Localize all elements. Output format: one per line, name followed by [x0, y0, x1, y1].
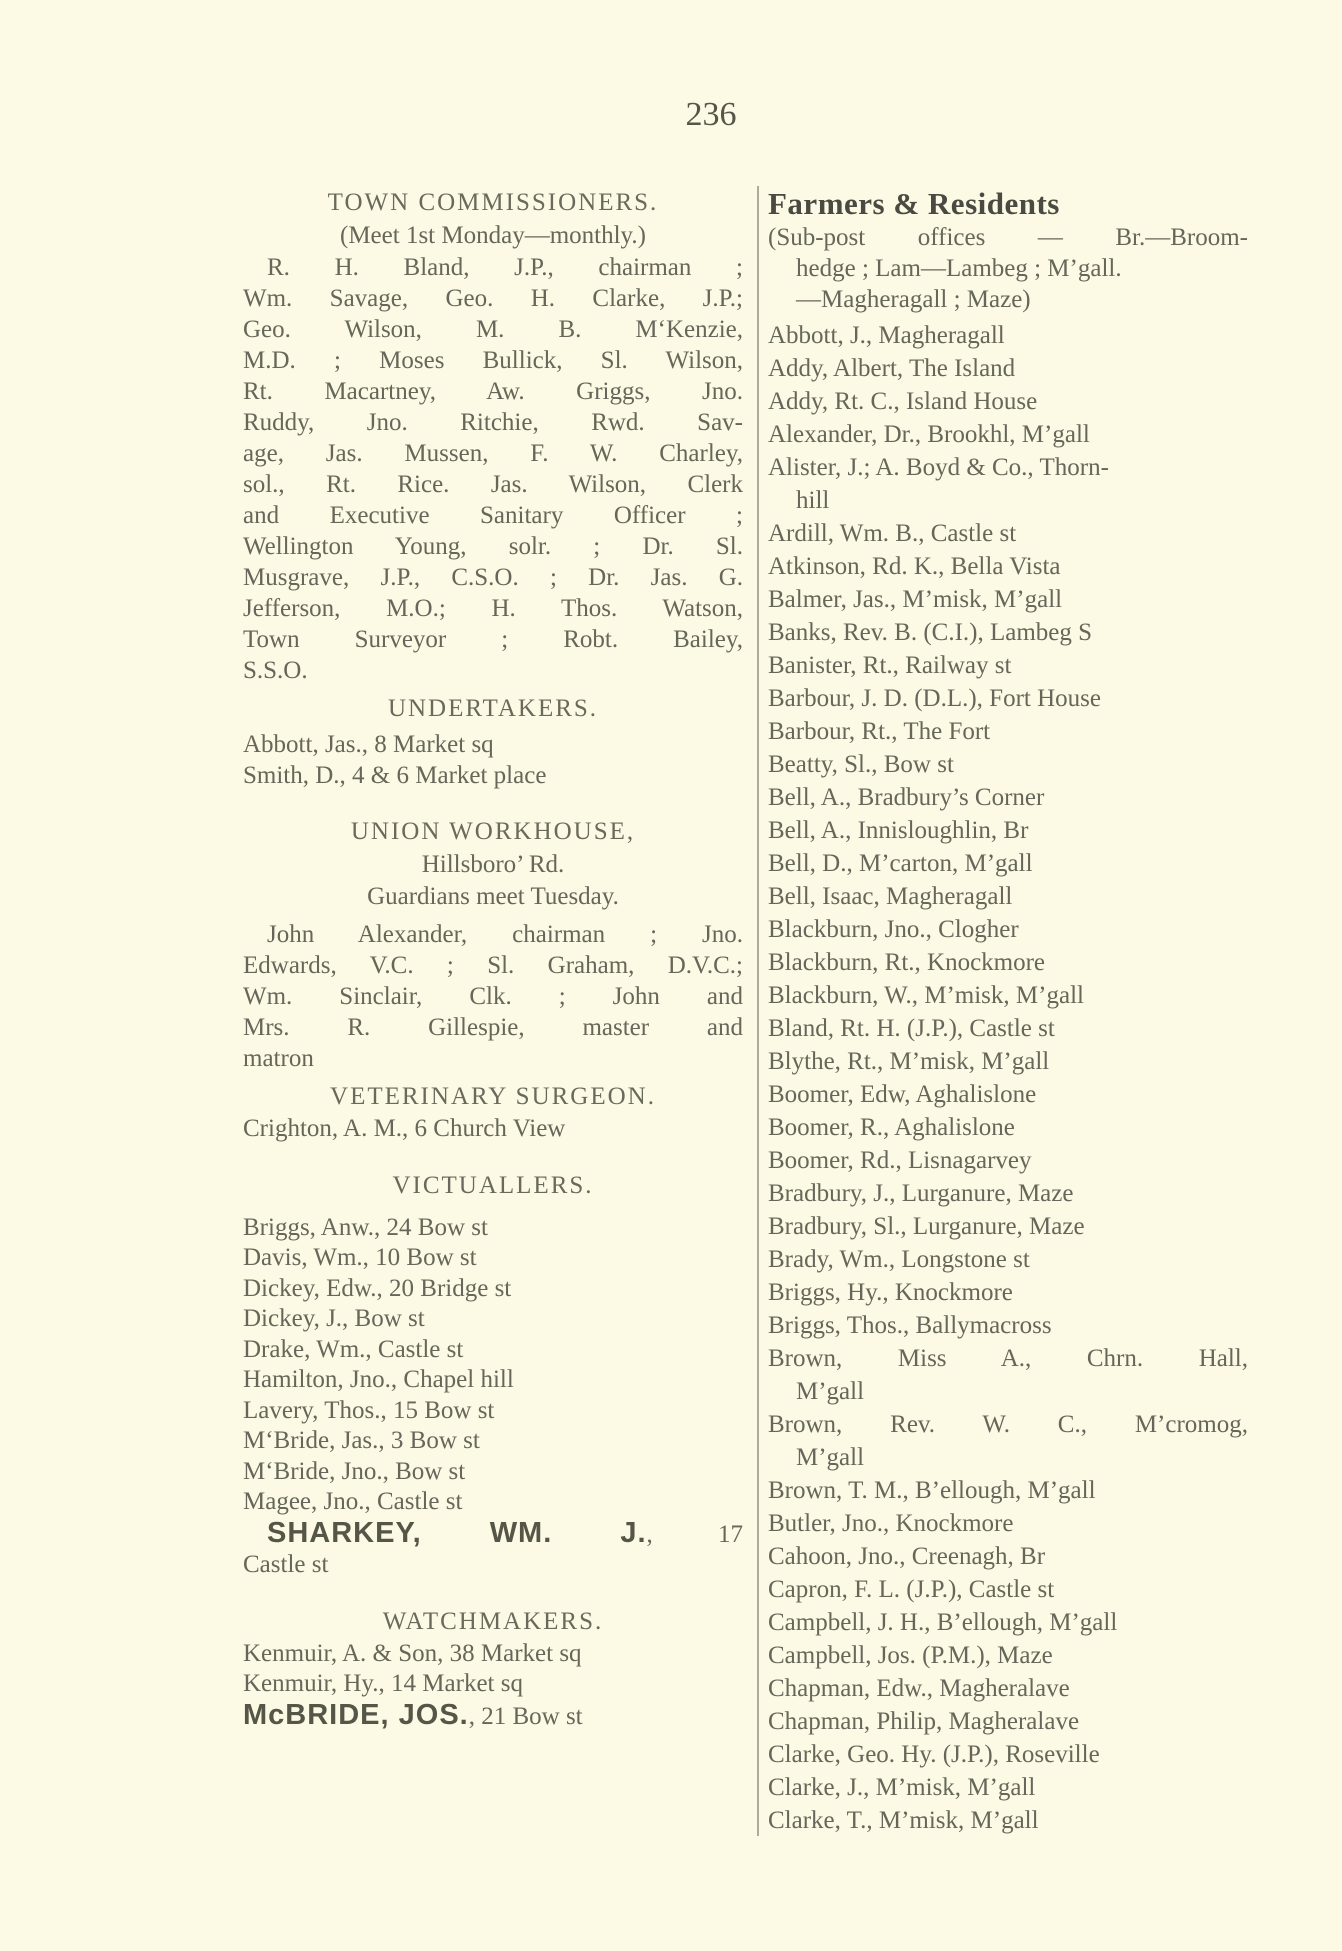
- resident-entry: Bell, A., Innisloughlin, Br: [768, 817, 1029, 844]
- workhouse-meeting: Guardians meet Tuesday.: [367, 883, 619, 910]
- resident-entry: Boomer, Edw, Aghalislone: [768, 1081, 1037, 1108]
- featured-name: McBRIDE, JOS.: [243, 1698, 469, 1731]
- paragraph-line: matron: [243, 1045, 314, 1072]
- paragraph-line: S.S.O.: [243, 657, 308, 684]
- list-item: Drake, Wm., Castle st: [243, 1335, 464, 1363]
- resident-entry: Bell, D., M’carton, M’gall: [768, 850, 1033, 877]
- list-item: Kenmuir, A. & Son, 38 Market sq: [243, 1639, 582, 1667]
- resident-entry: Brown, T. M., B’ellough, M’gall: [768, 1477, 1096, 1504]
- list-item: Dickey, Edw., 20 Bridge st: [243, 1274, 512, 1302]
- featured-entry: [243, 1518, 743, 1551]
- town-commissioners-section: [243, 186, 743, 686]
- list-item: M‘Bride, Jas., 3 Bow st: [243, 1427, 480, 1454]
- column-divider: [757, 186, 759, 1836]
- undertakers-list: [243, 730, 743, 791]
- resident-entry: Boomer, R., Aghalislone: [768, 1114, 1015, 1141]
- list-item: Kenmuir, Hy., 14 Market sq: [243, 1670, 523, 1697]
- union-workhouse-section: [243, 815, 743, 1074]
- resident-entry: Addy, Albert, The Island: [768, 355, 1016, 382]
- featured-address: , 21 Bow st: [468, 1702, 583, 1730]
- section-heading: TOWN COMMISSIONERS.: [327, 189, 659, 216]
- paragraph-line: Wm. Sinclair, Clk. ; John and: [243, 983, 743, 1010]
- resident-entry: Bell, Isaac, Magheragall: [768, 883, 1013, 910]
- list-item: Lavery, Thos., 15 Bow st: [243, 1396, 495, 1424]
- note-line: hedge ; Lam—Lambeg ; M’gall.: [796, 255, 1122, 282]
- paragraph-line: Ruddy, Jno. Ritchie, Rwd. Sav-: [243, 409, 743, 436]
- resident-entry: Capron, F. L. (J.P.), Castle st: [768, 1576, 1055, 1603]
- paragraph-line: Mrs. R. Gillespie, master and: [243, 1014, 743, 1041]
- paragraph-line: Geo. Wilson, M. B. M‘Kenzie,: [243, 316, 743, 343]
- resident-entry: Ardill, Wm. B., Castle st: [768, 520, 1017, 547]
- paragraph-line: Town Surveyor ; Robt. Bailey,: [243, 626, 743, 653]
- resident-entry: Bland, Rt. H. (J.P.), Castle st: [768, 1015, 1055, 1042]
- note-line: (Sub-post offices — Br.—Broom-: [768, 224, 1248, 251]
- undertakers-section: [243, 692, 743, 791]
- list-item: Hamilton, Jno., Chapel hill: [243, 1366, 514, 1393]
- featured-name: SHARKEY, WM. J.: [267, 1516, 647, 1549]
- section-heading: VICTUALLERS.: [392, 1171, 594, 1199]
- resident-entry: Barbour, Rt., The Fort: [768, 718, 991, 745]
- resident-entry: Beatty, Sl., Bow st: [768, 751, 954, 778]
- resident-entry: Bradbury, J., Lurganure, Maze: [768, 1180, 1074, 1207]
- section-heading: UNDERTAKERS.: [387, 695, 599, 722]
- resident-entry: Clarke, Geo. Hy. (J.P.), Roseville: [768, 1741, 1100, 1768]
- workhouse-address: Hillsboro’ Rd.: [421, 851, 565, 878]
- veterinary-section: [243, 1080, 743, 1145]
- resident-entry: Blythe, Rt., M’misk, M’gall: [768, 1048, 1050, 1075]
- paragraph-line: Edwards, V.C. ; Sl. Graham, D.V.C.;: [243, 952, 743, 979]
- list-item: M‘Bride, Jno., Bow st: [243, 1457, 466, 1485]
- resident-entry: Atkinson, Rd. K., Bella Vista: [768, 553, 1061, 580]
- paragraph-line: Wellington Young, solr. ; Dr. Sl.: [243, 533, 743, 560]
- workhouse-paragraph: [243, 919, 743, 1074]
- left-column: [243, 186, 743, 1732]
- paragraph-line: Wm. Savage, Geo. H. Clarke, J.P.;: [243, 285, 743, 312]
- section-subheading: (Meet 1st Monday—monthly.): [340, 222, 646, 249]
- resident-entry-continuation: hill: [796, 487, 830, 514]
- resident-entry: Balmer, Jas., M’misk, M’gall: [768, 586, 1063, 613]
- page-number: 236: [685, 96, 737, 133]
- resident-entry: Bell, A., Bradbury’s Corner: [768, 784, 1045, 811]
- paragraph-line: and Executive Sanitary Officer ;: [243, 502, 743, 529]
- paragraph-line: sol., Rt. Rice. Jas. Wilson, Clerk: [243, 471, 743, 498]
- resident-entry: Banister, Rt., Railway st: [768, 652, 1012, 679]
- resident-entry: Boomer, Rd., Lisnagarvey: [768, 1147, 1032, 1174]
- resident-entry: Addy, Rt. C., Island House: [768, 388, 1038, 415]
- section-heading: Farmers & Residents: [768, 186, 1060, 221]
- paragraph-line: Musgrave, J.P., C.S.O. ; Dr. Jas. G.: [243, 564, 743, 591]
- paragraph-line: M.D. ; Moses Bullick, Sl. Wilson,: [243, 347, 743, 374]
- paragraph-line: Jefferson, M.O.; H. Thos. Watson,: [243, 595, 743, 622]
- section-heading: WATCHMAKERS.: [382, 1607, 604, 1635]
- resident-entry: Abbott, J., Magheragall: [768, 322, 1005, 349]
- resident-entry: Chapman, Philip, Magheralave: [768, 1708, 1080, 1735]
- resident-entry: Blackburn, Jno., Clogher: [768, 916, 1019, 943]
- resident-entry: Campbell, Jos. (P.M.), Maze: [768, 1642, 1053, 1669]
- resident-entry: Chapman, Edw., Magheralave: [768, 1675, 1070, 1702]
- resident-entry: Campbell, J. H., B’ellough, M’gall: [768, 1609, 1118, 1636]
- note-line: —Magheragall ; Maze): [796, 286, 1031, 313]
- resident-entry-continuation: M’gall: [796, 1378, 865, 1405]
- watchmakers-list: [243, 1639, 743, 1700]
- featured-address: , 17: [646, 1520, 744, 1548]
- paragraph-line: age, Jas. Mussen, F. W. Charley,: [243, 440, 743, 467]
- list-item: Davis, Wm., 10 Bow st: [243, 1244, 477, 1271]
- resident-entry: Brown, Rev. W. C., M’cromog,: [768, 1411, 1248, 1438]
- section-heading: UNION WORKHOUSE,: [350, 818, 636, 845]
- right-column: [768, 186, 1248, 1837]
- list-item: Crighton, A. M., 6 Church View: [243, 1115, 566, 1142]
- featured-entry: [243, 1700, 743, 1733]
- list-item: Smith, D., 4 & 6 Market place: [243, 761, 547, 789]
- victuallers-list: [243, 1213, 743, 1518]
- resident-entry: Cahoon, Jno., Creenagh, Br: [768, 1543, 1046, 1570]
- victuallers-section: [243, 1169, 743, 1581]
- list-item: Dickey, J., Bow st: [243, 1305, 425, 1332]
- commissioners-paragraph: [243, 252, 743, 686]
- featured-continuation: Castle st: [243, 1551, 329, 1578]
- list-item: Briggs, Anw., 24 Bow st: [243, 1213, 488, 1241]
- resident-entry: Blackburn, W., M’misk, M’gall: [768, 982, 1084, 1009]
- resident-entry: Blackburn, Rt., Knockmore: [768, 949, 1046, 976]
- section-heading: VETERINARY SURGEON.: [330, 1083, 656, 1110]
- resident-entry: Barbour, J. D. (D.L.), Fort House: [768, 685, 1101, 712]
- resident-entry: Alister, J.; A. Boyd & Co., Thorn-: [768, 454, 1109, 481]
- list-item: Magee, Jno., Castle st: [243, 1488, 463, 1515]
- residents-list: [768, 319, 1248, 1837]
- resident-entry: Briggs, Thos., Ballymacross: [768, 1312, 1052, 1339]
- resident-entry: Brady, Wm., Longstone st: [768, 1246, 1030, 1273]
- resident-entry: Alexander, Dr., Brookhl, M’gall: [768, 421, 1090, 448]
- resident-entry-continuation: M’gall: [796, 1444, 865, 1471]
- paragraph-line: R. H. Bland, J.P., chairman ;: [267, 254, 743, 281]
- resident-entry: Clarke, J., M’misk, M’gall: [768, 1774, 1036, 1801]
- resident-entry: Bradbury, Sl., Lurganure, Maze: [768, 1213, 1085, 1240]
- resident-entry: Butler, Jno., Knockmore: [768, 1510, 1014, 1537]
- paragraph-line: John Alexander, chairman ; Jno.: [267, 921, 743, 948]
- resident-entry: Brown, Miss A., Chrn. Hall,: [768, 1345, 1248, 1372]
- resident-entry: Briggs, Hy., Knockmore: [768, 1279, 1013, 1306]
- sub-post-note: [768, 222, 1248, 315]
- watchmakers-section: [243, 1605, 743, 1733]
- list-item: Abbott, Jas., 8 Market sq: [243, 731, 494, 758]
- paragraph-line: Rt. Macartney, Aw. Griggs, Jno.: [243, 378, 743, 405]
- veterinary-list: [243, 1114, 743, 1145]
- resident-entry: Banks, Rev. B. (C.I.), Lambeg S: [768, 619, 1093, 646]
- resident-entry: Clarke, T., M’misk, M’gall: [768, 1807, 1039, 1834]
